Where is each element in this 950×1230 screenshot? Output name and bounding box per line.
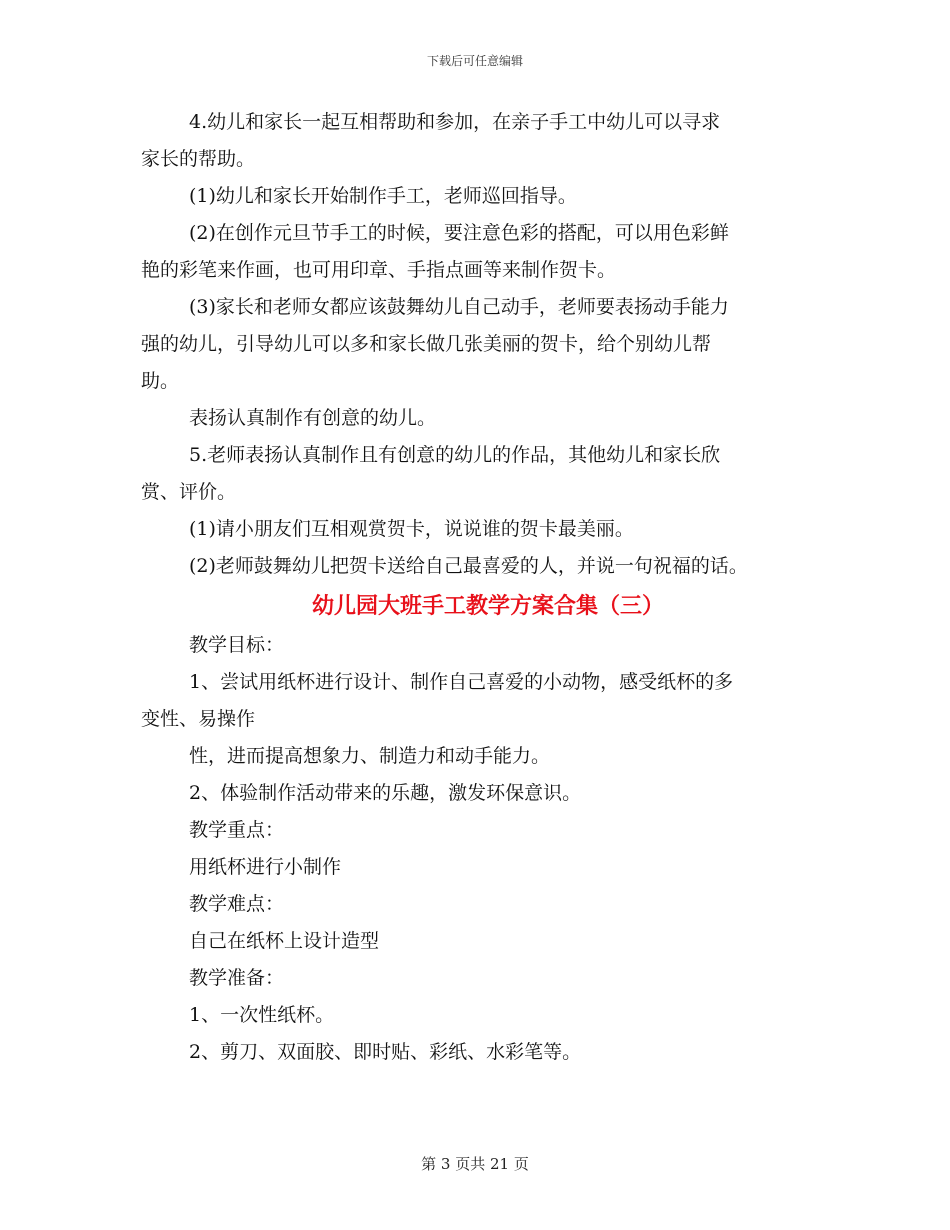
paragraph-line: 助。 <box>141 370 180 392</box>
section-line: 教学目标： <box>189 634 285 656</box>
paragraph-line: 强的幼儿，引导幼儿可以多和家长做几张美丽的贺卡，给个别幼儿帮 <box>141 333 712 355</box>
paragraph-line: 家长的帮助。 <box>141 148 256 170</box>
section-line: 性，进而提高想象力、制造力和动手能力。 <box>189 745 551 767</box>
paragraph-line: (3)家长和老师女都应该鼓舞幼儿自己动手，老师要表扬动手能力 <box>189 296 729 318</box>
paragraph-line: 艳的彩笔来作画，也可用印章、手指点画等来制作贺卡。 <box>141 259 617 281</box>
paragraph-line: 5.老师表扬认真制作且有创意的幼儿的作品，其他幼儿和家长欣 <box>189 444 721 466</box>
paragraph-line: (2)在创作元旦节手工的时候，要注意色彩的搭配，可以用色彩鲜 <box>189 222 729 244</box>
section-line: 变性、易操作 <box>141 708 256 730</box>
document-body <box>141 104 821 1071</box>
paragraph-line: 表扬认真制作有创意的幼儿。 <box>189 407 437 429</box>
paragraph-line: (1)请小朋友们互相观赏贺卡，说说谁的贺卡最美丽。 <box>189 518 634 540</box>
section-line: 2、剪刀、双面胶、即时贴、彩纸、水彩笔等。 <box>189 1041 582 1063</box>
section-line: 用纸杯进行小制作 <box>189 856 342 878</box>
section-title: 幼儿园大班手工教学方案合集（三） <box>311 593 664 619</box>
page-header: 下载后可任意编辑 <box>426 54 523 68</box>
paragraph-line: (1)幼儿和家长开始制作手工，老师巡回指导。 <box>189 185 577 207</box>
section-line: 教学准备： <box>189 967 285 989</box>
section-line: 教学重点： <box>189 819 285 841</box>
section-line: 教学难点： <box>189 893 285 915</box>
paragraph-line: (2)老师鼓舞幼儿把贺卡送给自己最喜爱的人，并说一句祝福的话。 <box>189 555 748 577</box>
section-line: 1、尝试用纸杯进行设计、制作自己喜爱的小动物，感受纸杯的多 <box>189 671 734 693</box>
page-footer: 第 3 页共 21 页 <box>421 1155 529 1173</box>
section-line: 自己在纸杯上设计造型 <box>189 930 380 952</box>
paragraph-line: 赏、评价。 <box>141 481 237 503</box>
section-line: 1、一次性纸杯。 <box>189 1004 335 1026</box>
section-line: 2、体验制作活动带来的乐趣，激发环保意识。 <box>189 782 582 804</box>
paragraph-line: 4.幼儿和家长一起互相帮助和参加，在亲子手工中幼儿可以寻求 <box>189 111 721 133</box>
